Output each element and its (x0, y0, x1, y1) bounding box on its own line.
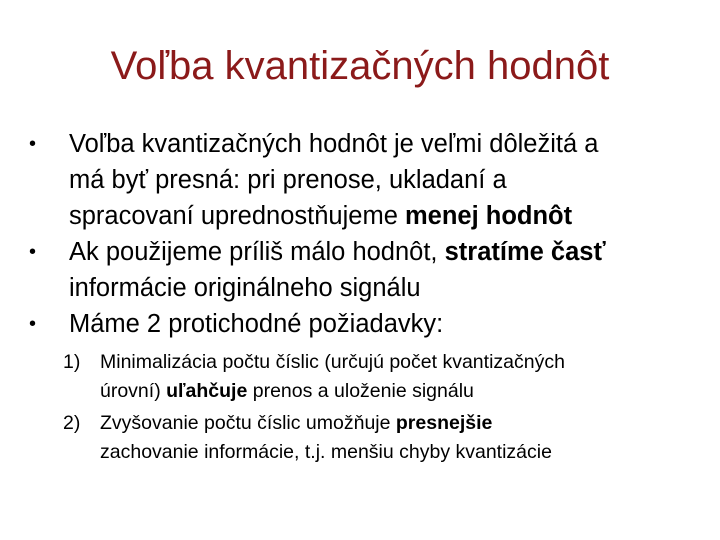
item-number: 1) (63, 351, 81, 373)
bullet-line (69, 306, 709, 342)
bullet-marker: • (29, 313, 37, 335)
bullet-text (69, 126, 709, 234)
bullet-line (69, 198, 709, 234)
text-run: úrovní) (100, 380, 167, 402)
text-run: Ak použijeme príliš málo hodnôt, (69, 238, 445, 266)
bullet-line (69, 162, 709, 198)
numbered-item-text (100, 348, 700, 406)
text-run: má byť presná: pri prenose, ukladaní a (69, 166, 507, 194)
numbered-line: zachovanie informácie, t.j. menšiu chyby kvantizácie (100, 441, 552, 463)
slide-title: Voľba kvantizačných hodnôt (110, 44, 610, 88)
item-number: 2) (63, 412, 81, 434)
text-run: Máme 2 protichodné požiadavky: (69, 310, 444, 338)
numbered-line (100, 409, 700, 438)
bold-text-run: uľahčuje (166, 380, 248, 402)
numbered-line (100, 377, 700, 406)
bullet-line (69, 270, 709, 306)
numbered-item-text (100, 409, 700, 467)
bullet-marker: • (29, 241, 37, 263)
bullet-marker: • (29, 133, 37, 155)
text-run: informácie originálneho signálu (69, 274, 421, 302)
text-run: Zvyšovanie počtu číslic umožňuje (100, 412, 396, 434)
text-run: Voľba kvantizačných hodnôt je veľmi dôležitá a (69, 130, 599, 158)
bullet-text (69, 234, 709, 306)
bullet-line (69, 126, 709, 162)
text-run: spracovaní uprednostňujeme (69, 202, 405, 230)
bold-text-run: presnejšie (395, 412, 493, 434)
bullet-line (69, 234, 709, 270)
bullet-text (69, 306, 709, 342)
numbered-line: Minimalizácia počtu číslic (určujú počet kvantizačných (100, 351, 565, 373)
text-run: prenos a uloženie signálu (247, 380, 474, 402)
bold-text-run: stratíme časť (444, 238, 606, 266)
bold-text-run: menej hodnôt (404, 202, 573, 230)
